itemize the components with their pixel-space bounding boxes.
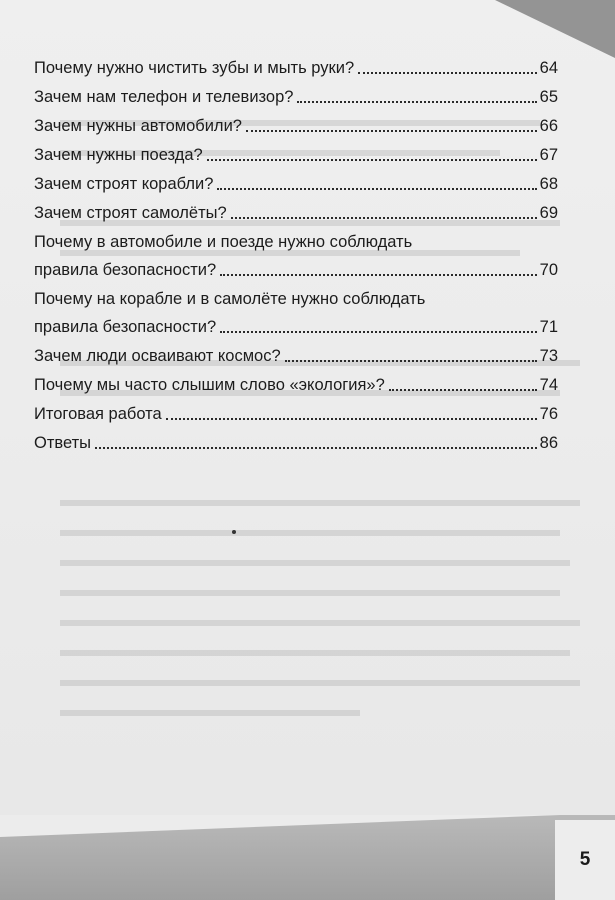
toc-entry[interactable] [34,232,558,280]
toc-entry-page: 70 [539,261,558,279]
toc-entry[interactable] [34,346,558,366]
toc-leader-dots [220,331,536,333]
toc-entry[interactable] [34,87,558,107]
toc-entry[interactable] [34,58,558,78]
page-number: 5 [579,849,591,870]
toc-entry-title: Зачем строят корабли? [34,175,214,193]
toc-entry[interactable] [34,116,558,136]
toc-entry[interactable] [34,375,558,395]
toc-leader-dots [231,217,537,219]
toc-entry-title-line2: правила безопасности? [34,318,217,336]
toc-entry[interactable] [34,145,558,165]
toc-leader-dots [285,360,537,362]
toc-leader-dots [389,389,537,391]
toc-leader-dots [217,188,536,190]
footer-band [0,815,615,900]
toc-leader-dots [95,447,537,449]
toc-entry[interactable] [34,174,558,194]
toc-entry-title: Ответы [34,434,92,452]
toc-entry-title: Зачем нам телефон и телевизор? [34,88,294,106]
toc-entry[interactable] [34,203,558,223]
toc-entry-title: Почему нужно чистить зубы и мыть руки? [34,59,355,77]
toc-entry-title-line2: правила безопасности? [34,261,217,279]
top-corner-decoration [495,0,615,58]
toc-entry-page: 66 [539,117,558,135]
toc-entry-title-line1: Почему на корабле и в самолёте нужно соблюдать [34,290,426,308]
toc-entry-page: 76 [539,405,558,423]
toc-entry-page: 74 [539,376,558,394]
toc-entry-page: 73 [539,347,558,365]
table-of-contents [34,58,558,462]
ink-speck [232,530,236,534]
toc-leader-dots [297,101,536,103]
toc-entry-page: 69 [539,204,558,222]
toc-entry-title-line1: Почему в автомобиле и поезде нужно соблюдать [34,233,413,251]
toc-entry[interactable] [34,404,558,424]
toc-entry-title: Зачем нужны автомобили? [34,117,242,135]
toc-entry-page: 86 [539,434,558,452]
toc-entry-title: Почему мы часто слышим слово «экология»? [34,376,385,394]
toc-entry-page: 64 [539,59,558,77]
toc-entry[interactable] [34,289,558,337]
toc-leader-dots [207,159,537,161]
toc-leader-dots [166,418,537,420]
toc-entry[interactable] [34,433,558,453]
toc-entry-title: Зачем люди осваивают космос? [34,347,281,365]
toc-leader-dots [220,274,536,276]
toc-entry-page: 68 [539,175,558,193]
toc-entry-page: 65 [539,88,558,106]
page-number-box [555,820,615,900]
toc-entry-page: 71 [539,318,558,336]
toc-entry-title: Зачем строят самолёты? [34,204,227,222]
toc-entry-title: Зачем нужны поезда? [34,146,203,164]
toc-leader-dots [246,130,537,132]
toc-entry-page: 67 [539,146,558,164]
toc-entry-title: Итоговая работа [34,405,162,423]
toc-leader-dots [358,72,536,74]
